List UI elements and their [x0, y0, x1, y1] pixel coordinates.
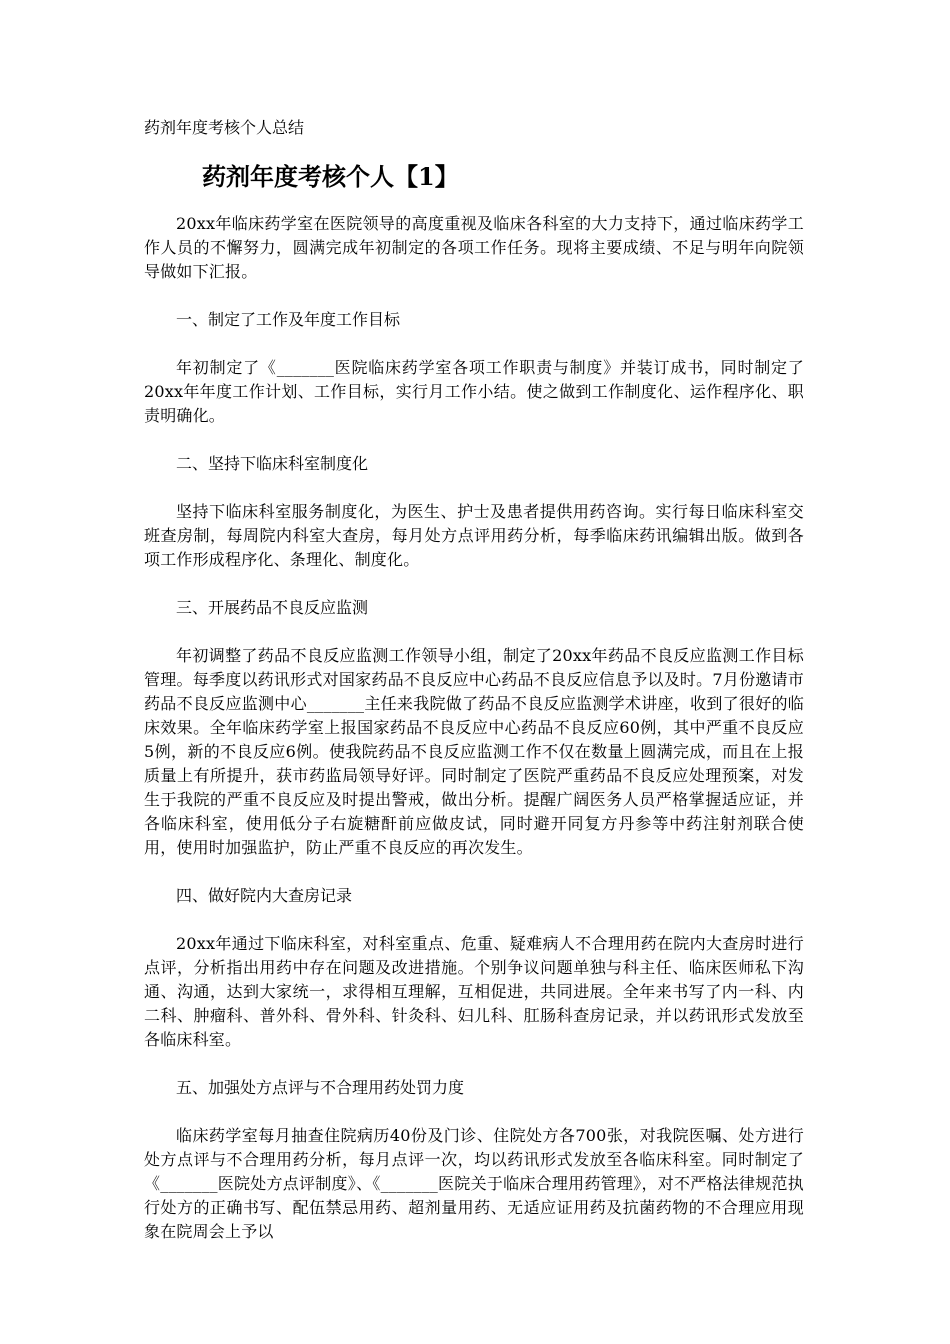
section-body-2: 坚持下临床科室服务制度化，为医生、护士及患者提供用药咨询。实行每日临床科室交班查房制，每周院内科室大查房，每月处方点评用药分析，每季临床药讯编辑出版。做到各项工作形成程序化、条理化、制度化。: [144, 502, 804, 569]
section-body-1: 年初制定了《_______医院临床药学室各项工作职责与制度》并装订成书，同时制定了20xx年年度工作计划、工作目标，实行月工作小结。使之做到工作制度化、运作程序化、职责明确化。: [144, 358, 804, 425]
section-heading-1: 一、制定了工作及年度工作目标: [176, 310, 401, 329]
document-title: 药剂年度考核个人【1】: [202, 162, 459, 191]
section-body-3: 年初调整了药品不良反应监测工作领导小组，制定了20xx年药品不良反应监测工作目标管理。每季度以药讯形式对国家药品不良反应中心药品不良反应信息予以及时。7月份邀请市药品不良反应监测中心_______主任来我院做了药品不良反应监测学术讲座，收到了很好的临床效果。全年临床药学室上报国家药品不良反应中心药品不良反应60例，其中严重不良反应5例，新的不良反应6例。使我院药品不良反应监测工作不仅在数量上圆满完成，而且在上报质量上有所提升，获市药监局领导好评。同时制定了医院严重药品不良反应处理预案，对发生于我院的严重不良反应及时提出警戒，做出分析。提醒广阔医务人员严格掌握适应证，并各临床科室，使用低分子右旋糖酐前应做皮试，同时避开同复方丹参等中药注射剂联合使用，使用时加强监护，防止严重不良反应的再次发生。: [144, 646, 804, 857]
section-heading-4: 四、做好院内大查房记录: [176, 886, 353, 905]
intro-paragraph: 20xx年临床药学室在医院领导的高度重视及临床各科室的大力支持下，通过临床药学工作人员的不懈努力，圆满完成年初制定的各项工作任务。现将主要成绩、不足与明年向院领导做如下汇报。: [144, 214, 804, 281]
section-heading-5: 五、加强处方点评与不合理用药处罚力度: [176, 1078, 465, 1097]
section-body-4: 20xx年通过下临床科室，对科室重点、危重、疑难病人不合理用药在院内大查房时进行点评，分析指出用药中存在问题及改进措施。个别争议问题单独与科主任、临床医师私下沟通、沟通，达到大家统一，求得相互理解，互相促进，共同进展。全年来书写了内一科、内二科、肿瘤科、普外科、骨外科、针灸科、妇儿科、肛肠科查房记录，并以药讯形式发放至各临床科室。: [144, 934, 804, 1049]
section-heading-2: 二、坚持下临床科室制度化: [176, 454, 369, 473]
section-heading-3: 三、开展药品不良反应监测: [176, 598, 369, 617]
document-label: 药剂年度考核个人总结: [144, 118, 305, 137]
section-body-5: 临床药学室每月抽查住院病历40份及门诊、住院处方各700张，对我院医嘱、处方进行处方点评与不合理用药分析，每月点评一次，均以药讯形式发放至各临床科室。同时制定了《_______医院处方点评制度》、《_______医院关于临床合理用药管理》，对不严格法律规范执行处方的正确书写、配伍禁忌用药、超剂量用药、无适应证用药及抗菌药物的不合理应用现象在院周会上予以: [144, 1126, 804, 1241]
document-body: [144, 212, 804, 1268]
